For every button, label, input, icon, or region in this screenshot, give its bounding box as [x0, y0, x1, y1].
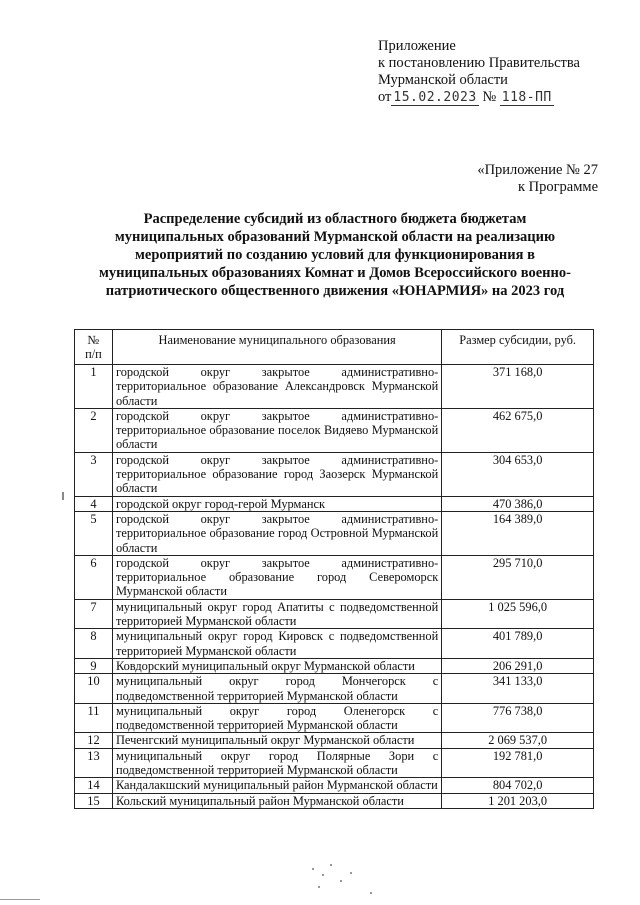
table-row	[75, 496, 594, 511]
row-amount: 1 025 596,0	[442, 599, 594, 629]
row-municipality: муниципальный округ город Мончегорск с подведомственной территорией Мурманской области	[112, 674, 441, 704]
table-row	[75, 733, 594, 748]
table-header-row	[75, 330, 594, 365]
table-row	[75, 599, 594, 629]
table-row	[75, 658, 594, 673]
speck	[340, 880, 342, 882]
row-number: 14	[75, 778, 113, 793]
row-amount: 341 133,0	[442, 674, 594, 704]
speck	[312, 868, 314, 870]
row-number: 5	[75, 511, 113, 555]
title-line-5: патриотического общественного движения «ЮНАРМИЯ» на 2023 год	[105, 283, 565, 299]
appendix-block	[477, 162, 598, 196]
row-number: 10	[75, 674, 113, 704]
table-row	[75, 365, 594, 409]
speck	[350, 872, 352, 874]
row-amount: 804 702,0	[442, 778, 594, 793]
approval-date-line	[378, 89, 580, 106]
appendix-line-2: к Программе	[517, 179, 598, 195]
date-prefix: от	[378, 89, 392, 105]
row-municipality: муниципальный округ город Апатиты с подведомственной территорией Мурманской области	[112, 599, 441, 629]
row-municipality: городской округ город-герой Мурманск	[112, 496, 441, 511]
row-amount: 371 168,0	[442, 365, 594, 409]
row-number: 2	[75, 408, 113, 452]
approval-line-3: Мурманской области	[378, 72, 508, 88]
row-amount: 462 675,0	[442, 408, 594, 452]
row-amount: 1 201 203,0	[442, 793, 594, 808]
title-line-3: мероприятий по созданию условий для функционирования в	[135, 247, 535, 263]
row-number: 7	[75, 599, 113, 629]
row-amount: 304 653,0	[442, 452, 594, 496]
approval-block	[378, 38, 580, 106]
title-line-2: муниципальных образований Мурманской области на реализацию	[114, 229, 556, 245]
row-amount: 206 291,0	[442, 658, 594, 673]
row-municipality: городской округ закрытое административно-территориальное образование город Островной Мурманской области	[112, 511, 441, 555]
row-number: 1	[75, 365, 113, 409]
row-number: 4	[75, 496, 113, 511]
speck	[330, 864, 332, 866]
approval-number: 118-ПП	[501, 90, 552, 105]
title-line-4: муниципальных образованиях Комнат и Домов Всероссийского военно-	[99, 265, 571, 281]
row-amount: 295 710,0	[442, 555, 594, 599]
scan-edge-line	[0, 899, 40, 900]
row-number: 9	[75, 658, 113, 673]
row-municipality: Ковдорский муниципальный округ Мурманской области	[112, 658, 441, 673]
row-amount: 776 738,0	[442, 703, 594, 733]
table-row	[75, 674, 594, 704]
row-amount: 470 386,0	[442, 496, 594, 511]
scan-specks	[300, 860, 380, 900]
header-number-line-2: п/п	[85, 347, 102, 361]
row-number: 13	[75, 748, 113, 778]
row-municipality: муниципальный округ город Кировск с подведомственной территорией Мурманской области	[112, 629, 441, 659]
row-amount: 164 389,0	[442, 511, 594, 555]
row-municipality: городской округ закрытое административно-территориальное образование поселок Видяево Мурманской области	[112, 408, 441, 452]
header-name: Наименование муниципального образования	[112, 330, 441, 365]
speck	[322, 874, 324, 876]
row-number: 8	[75, 629, 113, 659]
approval-line-1: Приложение	[378, 38, 456, 54]
title-line-1: Распределение субсидий из областного бюджета бюджетам	[143, 211, 527, 227]
document-title	[70, 210, 600, 300]
row-amount: 401 789,0	[442, 629, 594, 659]
row-municipality: Кольский муниципальный район Мурманской области	[112, 793, 441, 808]
approval-date: 15.02.2023	[393, 90, 477, 105]
table-body	[75, 365, 594, 809]
header-amount: Размер субсидии, руб.	[442, 330, 594, 365]
table-row	[75, 703, 594, 733]
header-number-line-1: №	[87, 333, 100, 347]
row-number: 11	[75, 703, 113, 733]
row-municipality: городской округ закрытое административно-территориальное образование Александровск Мурманской области	[112, 365, 441, 409]
subsidy-table	[74, 329, 594, 809]
table-row	[75, 748, 594, 778]
table-row	[75, 555, 594, 599]
row-municipality: Кандалакшский муниципальный район Мурманской области	[112, 778, 441, 793]
appendix-line-1: «Приложение № 27	[477, 162, 598, 178]
speck	[318, 886, 320, 888]
row-municipality: муниципальный округ город Полярные Зори с подведомственной территорией Мурманской области	[112, 748, 441, 778]
header-number	[75, 330, 113, 365]
row-number: 15	[75, 793, 113, 808]
table-row	[75, 778, 594, 793]
speck	[370, 892, 372, 894]
row-municipality: Печенгский муниципальный округ Мурманской области	[112, 733, 441, 748]
row-municipality: городской округ закрытое административно-территориальное образование город Североморск Мурманской области	[112, 555, 441, 599]
scan-artifact	[62, 492, 64, 500]
table-row	[75, 629, 594, 659]
row-municipality: муниципальный округ город Оленегорск с подведомственной территорией Мурманской области	[112, 703, 441, 733]
number-prefix: №	[482, 89, 497, 105]
table-row	[75, 793, 594, 808]
row-number: 12	[75, 733, 113, 748]
row-number: 3	[75, 452, 113, 496]
table-row	[75, 452, 594, 496]
row-municipality: городской округ закрытое административно-территориальное образование город Заозерск Мурманской области	[112, 452, 441, 496]
row-number: 6	[75, 555, 113, 599]
row-amount: 2 069 537,0	[442, 733, 594, 748]
table-row	[75, 408, 594, 452]
approval-line-2: к постановлению Правительства	[378, 55, 580, 71]
table-row	[75, 511, 594, 555]
row-amount: 192 781,0	[442, 748, 594, 778]
